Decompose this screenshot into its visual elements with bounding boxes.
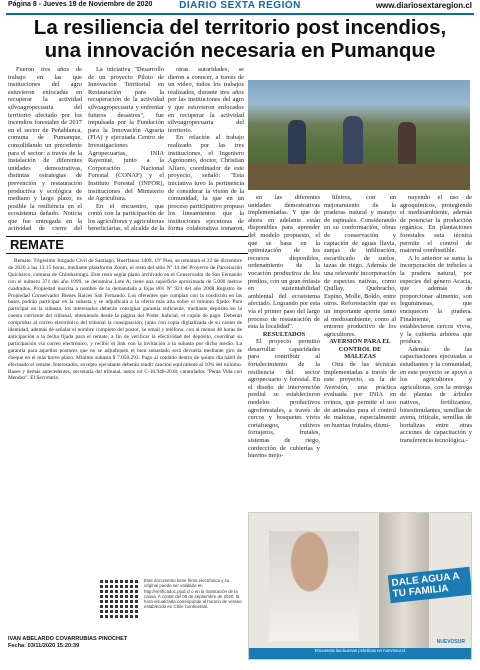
person-figure <box>288 120 306 164</box>
person-figure <box>398 122 416 164</box>
ad-footer: Encuentra las buenas prácticas en nuevosur.cl <box>249 648 471 659</box>
remate-body <box>8 258 242 568</box>
website-link[interactable]: www.diariosextaregion.cl <box>375 1 472 10</box>
signer-name: IVAN ABELARDO COVARRUBIAS PINOCHET <box>8 636 128 642</box>
person-figure <box>343 116 363 164</box>
subheading-resultados: RESULTADOS <box>262 330 306 338</box>
header-rule <box>6 13 474 15</box>
ad-photo-woman <box>269 531 359 641</box>
ad-brand-logo: NUEVOSUR <box>436 639 465 645</box>
paragraph: Fueron tres años de trabajo en las que instituciones del agro estuvieron enfocadas en recuperar la actividad silvoagropecuaria del territorio afectado por los incendios forestales de 2017 en el sector de Peñablanca, comuna de Pumanque, consolidando un precedente para el sector: a través de la instalación de diferentes unidades demostrativas, distintas estrategias de prevención y restauración productiva y ecológica de mediano y largo plazo, es posible la resiliencia en el ecosistema dañado. Noticia que fue entregada en la actividad de cierre del <box>8 66 82 233</box>
signature-block <box>8 636 127 650</box>
remate-title: REMATE <box>6 236 248 254</box>
paragraph: En el encuentro, que contó con la participación de los agricultores y agricultoras beneficiarias, el alcalde de la <box>88 202 164 233</box>
paragraph: La iniciativa "Desarrollo de un proyecto Piloto de Innovación Territorial en Restauración para la recuperación de la actividad silvoagropecuaria y enfrentar futuros desastres", fue impulsada por la Fundación para la Innovación Agraria (FIA) y ejecutada Centro de Investigaciones Agropecuarias, INIA Rayentué, junto a la Corporación Nacional Forestal (CONAF) y el Instituto Forestal (INFOR), instituciones del Ministerio de Agricultura. <box>88 66 164 203</box>
paragraph: en las diferentes unidades demostrativas implementadas. Y que de ahora en adelante están disponibles para aprender del modelo propuesto, el que se basa en la optimización de los recursos disponibles, ordenamiento de la vocación productiva de los predios, con un gran énfasis en sustentabilidad ambiental del ecosistema afectado. Logrando por esta vía el primer paso del largo proceso de restauración de esta la localidad". <box>248 194 320 331</box>
paragraph: otras autoridades, se dieron a conocer, a través de un video, todos los trabajos realizados, durante tres años por las instituciones del agro y que estuvieron enfocados en recuperar la actividad silvoagropecuaria del territorio. <box>168 66 244 134</box>
newspaper-name: DIARIO SEXTA REGIÓN <box>179 0 301 11</box>
article-column-3 <box>168 66 244 234</box>
headline-line-2: una innovación necesaria en Pumanque <box>44 39 436 62</box>
ad-slogan: DALE AGUA A TU FAMILIA <box>388 567 472 603</box>
paragraph: Otra de las técnicas implementadas a través de este proyecto, es la de Aversión, una práctica evaluada por INIA en ovinos, que permite el uso de animales para el control de malezas, especialmente en huertas frutales, dismi- <box>324 361 396 429</box>
article-column-6 <box>400 194 472 508</box>
page-date: Página 8 - Jueves 19 de Noviembre de 2020 <box>8 1 153 8</box>
page-header <box>0 0 480 13</box>
article-column-1 <box>8 66 82 234</box>
paragraph: lifeiros, con un mejoramiento de la praderas natural y manejo de espinales. Considerando en su conformación, obras de conservación y captación de aguas lluvia, zanjas de infiltración, escarificado de suelos, tazas de riego. Además de una relevante incorporación de especies nativas, como Quillay, Quebracho, Espino, Molle, Boldo, entre otros. Reforestación que es un importante aporte tanto al medioambiente, como al entorno productivo de los agricultores. <box>324 194 396 338</box>
article-column-4 <box>248 194 320 508</box>
subheading-aversion: AVERSIÓN PARA EL CONTROL DE MALEZAS <box>329 338 391 361</box>
article-column-5 <box>324 194 396 508</box>
paragraph: Además de las capacitaciones ejecutadas a estudiantes y la comunidad, en este proyecto se apoyó a los agricultores y agricultoras, con la entrega de plantas de árboles nativos, fertilizantes, bioestimulantes, semillas de avena, triticale, semillas de hortalizas entre otras acciones de capacitación y transferencia tecnológica.- <box>400 345 472 444</box>
paragraph: nuyendo el uso de agroquímicos, protegiendo el medioambiente, además de potenciar la producción orgánica. En plantaciones forestales esta técnica permite el control de matorral combustible. <box>400 194 472 255</box>
paragraph: El proyecto permitió desarrollar capacidades para contribuir al fortalecimiento de la resiliencia del sector agropecuario y forestal. En el diseño de intervención predial se establecieron modelos productivos agroforestales, a través de cercos y bosquetes vivos cortafuegos, cultivos forrajeros, frutales, sistemas de riego, confección de cubiertas y huertos mejo- <box>248 338 320 460</box>
advertisement[interactable] <box>248 512 472 660</box>
verification-note: Este documento tiene firma electrónica y su original puede ser validado en http://verificadoc.pjud.cl o en la tramitación de la causa. A contar del 09 de septiembre de 2020, la hora visualizada corresponde al horario de verano establecido en Chile Continental. <box>144 578 242 610</box>
paragraph: En relación al trabajo realizado por las tres instituciones, el Ingeniero Agrónomo, doctor, Christian Alfaro, coordinador de este proyecto, señaló: "Esta iniciativa tuvo la pertinencia de considerar la visión de la comunidad, la que en un proceso participativo propuso los lineamientos que la instituciones ejecutoras de forma colaborativa tomaron, <box>168 134 244 233</box>
article-headline <box>6 16 474 62</box>
article-photo <box>248 80 470 190</box>
article-column-2 <box>88 66 164 234</box>
signer-date: Fecha: 03/11/2020 15:20:39 <box>8 643 80 649</box>
paragraph: A lo anterior se suma la incorporación de tréboles a la pradera natural, por especies del género Acacia, que además de proporcionar alimento, son leguminosas, que enriquecen la pradera. Finalmente, se establecieron cercos vivos, y la cubierta arbórea que produce. <box>400 254 472 346</box>
paragraph: Remate: Trigésimo Juzgado Civil de Santiago, Huérfanos 1409, 19º Piso, se rematará el 22 de diciembre de 2020 a las 13:15 horas, mediante plataforma Zoom, el resto del sitio Nº 14 del Proyecto de Parcelación Quicharco, comuna de Chimbarongo. Este resto según plano archivado en el Conservador de San Fernando con el número 371 del año 1999, se denomina Lote A; tiene una superficie aproximada de 5.000 metros cuadrados. Propiedad inscrita a nombre de la demandada a fojas 801 Nº 921 del año 2008 Registro de Propiedad Conservador Bienes Raíces San Fernando. Los oferentes que cumplan con la condición en las bases podrán participar en la subasta y se adjudicará a la oferta más alta sobre el mínimo fijado. Para participar en la subasta, los interesados deberán consignar garantía suficiente, mediante depósito en la cuenta corriente del tribunal, obteniendo desde la página del Poder Judicial, el cupón de pago. Deberán comprobar al correo electrónico del tribunal la consignación, junto con copia digitalizada de su carnet de identidad, además de señalar el nombre completo del postor, su email y teléfono, con al menos 48 horas de anticipación a la fecha fijada para el remate, a fin de verificar la efectividad del depósito, coordinar su participación vía correo electrónico, y recibir el link con la invitación a la subasta por dicho medio. La garantía para aquellos postores que no se adjudiquen el bien subastado será devuelta mediante giro de cheque en el más breve plazo. Mínimo subasta $ 7.050.293. Pago al contado dentro de quinto día hábil de efectuado el remate. Interesados, excepto ejecutante deberán rendir caución equivalente al 10% del mínimo. Bases y demás antecedentes, secretaría del tribunal, autos rol C-16.948-2018, caratulados "Penta Vida con Mendez". El Secretario. <box>8 258 242 382</box>
headline-line-1: La resiliencia del territorio post incendios, <box>33 16 447 39</box>
